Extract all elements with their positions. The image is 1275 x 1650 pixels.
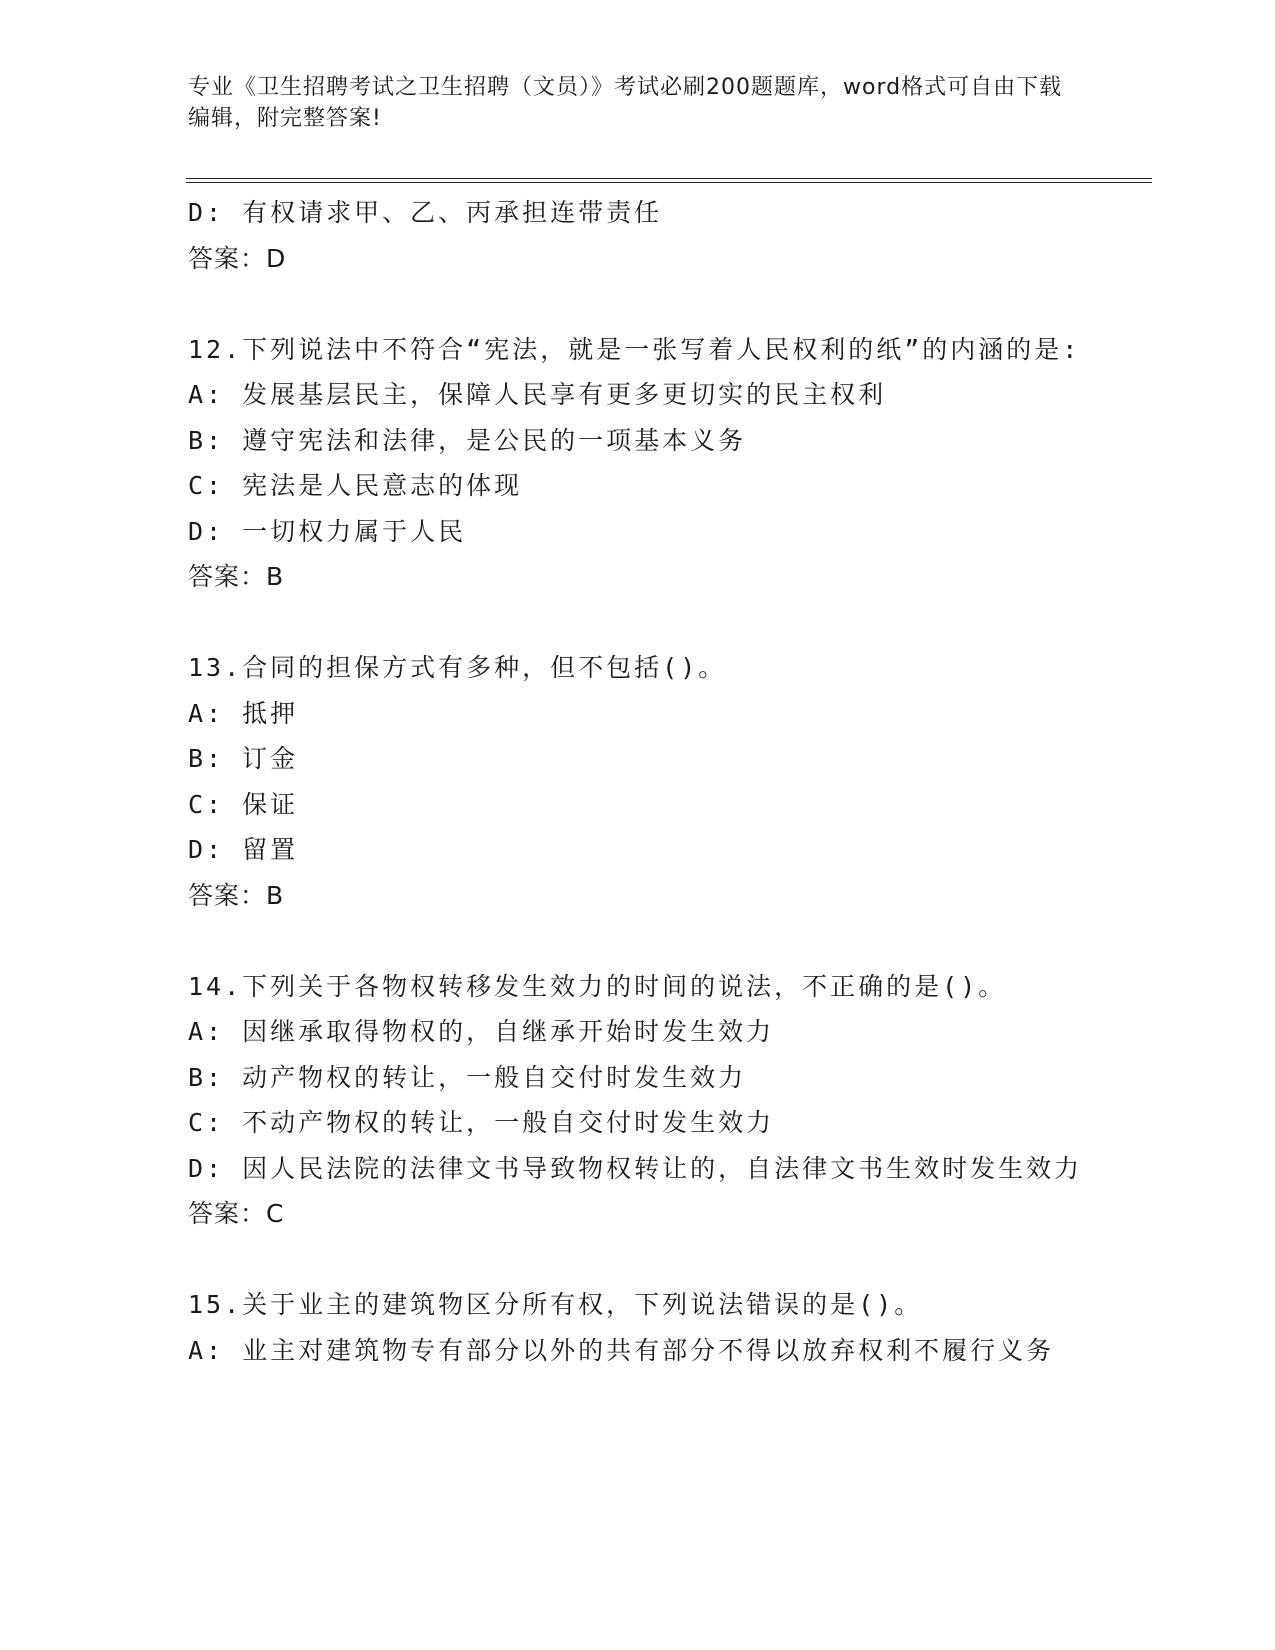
option-d: D: 因人民法院的法律文书导致物权转让的，自法律文书生效时发生效力 [188,1153,1083,1183]
question-block [188,327,1088,600]
spacer [188,918,1088,964]
option-a: A: 业主对建筑物专有部分以外的共有部分不得以放弃权利不履行义务 [188,1335,1055,1365]
question-stem: 14.下列关于各物权转移发生效力的时间的说法，不正确的是()。 [188,971,1007,1001]
spacer [188,1237,1088,1283]
option-d: D: 有权请求甲、乙、丙承担连带责任 [188,198,663,227]
option-a: A: 因继承取得物权的，自继承开始时发生效力 [188,1017,775,1046]
question-block [188,964,1088,1237]
question-content [188,190,1088,1373]
answer: 答案：B [188,880,285,910]
question-block [188,645,1088,918]
option-a: A: 抵押 [188,698,299,728]
option-c: C: 保证 [188,789,299,819]
header-divider [186,178,1152,183]
question-stem: 12.下列说法中不符合“宪法，就是一张写着人民权利的纸”的内涵的是: [188,334,1081,364]
answer: 答案：C [188,1199,285,1228]
document-header [188,72,1068,134]
answer: 答案：D [188,243,287,273]
option-c: C: 不动产物权的转让，一般自交付时发生效力 [188,1108,775,1137]
question-stem: 15.关于业主的建筑物区分所有权，下列说法错误的是()。 [188,1290,923,1319]
spacer [188,281,1088,327]
option-b: B: 订金 [188,744,299,773]
answer: 答案：B [188,562,285,591]
option-d: D: 留置 [188,835,299,864]
option-d: D: 一切权力属于人民 [188,516,467,546]
option-a: A: 发展基层民主，保障人民享有更多更切实的民主权利 [188,380,887,409]
option-b: B: 遵守宪法和法律，是公民的一项基本义务 [188,425,747,455]
header-title: 专业《卫生招聘考试之卫生招聘（文员）》考试必刷200题题库，word格式可自由下载编辑，附完整答案! [188,75,1063,131]
question-stem: 13.合同的担保方式有多种，但不包括()。 [188,653,727,682]
option-b: B: 动产物权的转让，一般自交付时发生效力 [188,1062,747,1092]
spacer [188,600,1088,646]
question-block [188,1282,1088,1373]
option-c: C: 宪法是人民意志的体现 [188,471,523,500]
